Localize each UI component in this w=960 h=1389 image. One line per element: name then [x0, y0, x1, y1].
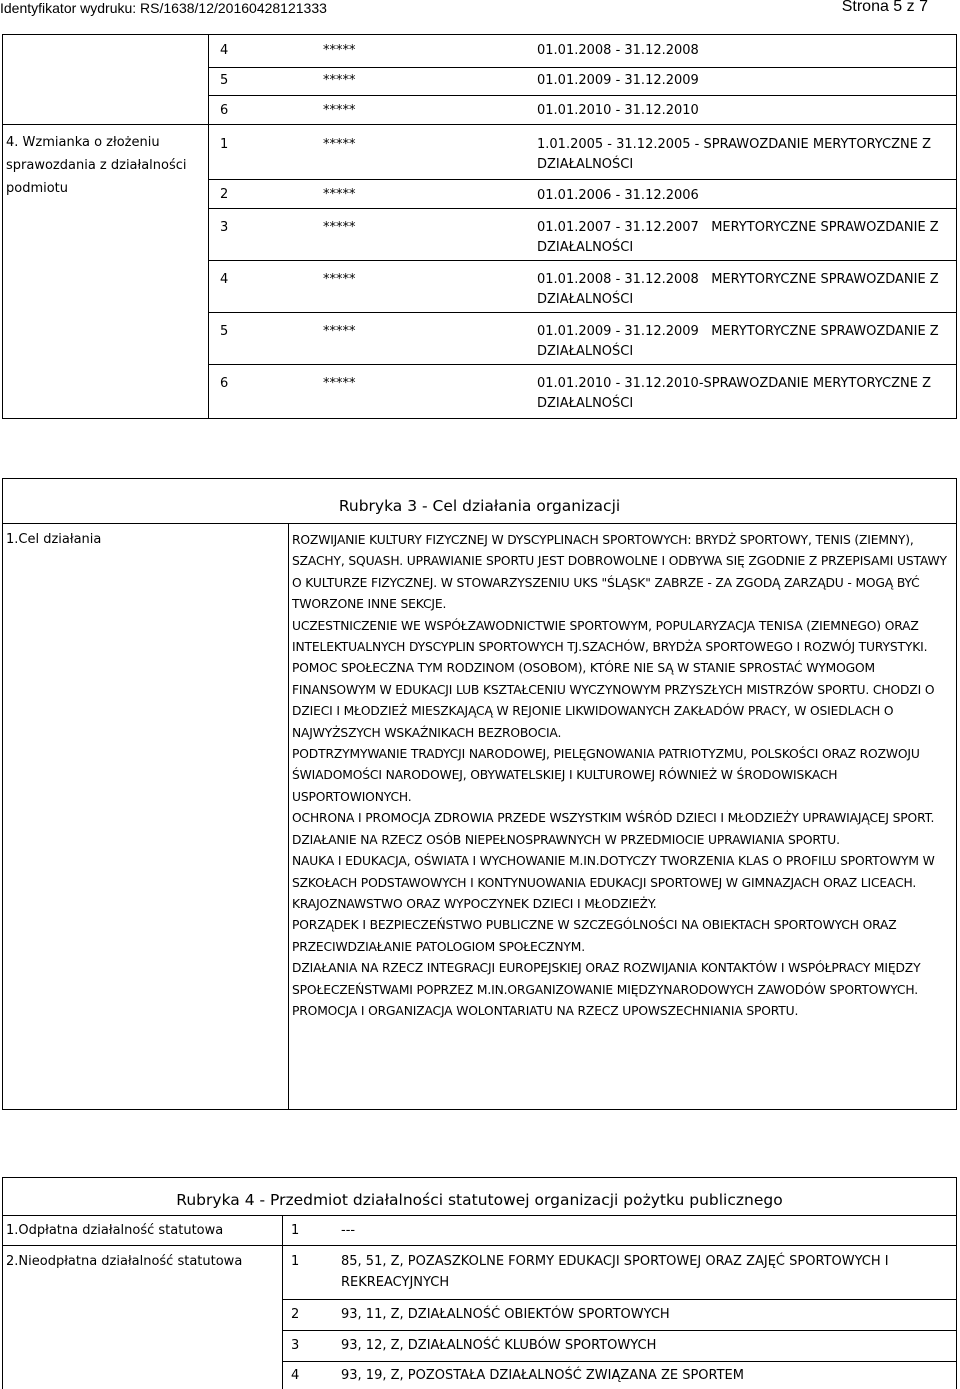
row-number: 3: [220, 220, 229, 235]
cel-paragraph: ROZWIJANIE KULTURY FIZYCZNEJ W DYSCYPLINACH SPORTOWYCH: BRYDŻ SPORTOWY, TENIS (ZIEMNY), SZACHY, SQUASH. UPRAWIANIE SPORTU JEST DOBROWOLNE I ODBYWA SIĘ ZGODNIE Z PRZEPISAMI USTAWY O KULTURZE FIZYCZNEJ. W STOWARZYSZENIU UKS "ŚLĄSK" ZABRZE - ZA ZGODĄ ZARZĄDU - MOGĄ BYĆ TWORZONE INNE SEKCJE.: [292, 533, 947, 612]
cel-text: [292, 530, 952, 1022]
row-number: 6: [220, 103, 229, 118]
row-divider: [208, 260, 957, 261]
row-description: 1.01.2005 - 31.12.2005 - SPRAWOZDANIE MERYTORYCZNE Z: [537, 137, 931, 152]
title-divider: [2, 523, 957, 524]
row-number: 2: [291, 1307, 300, 1322]
row-number: 1: [291, 1254, 300, 1269]
row-number: 5: [220, 73, 229, 88]
cel-paragraph: DZIAŁANIA NA RZECZ INTEGRACJI EUROPEJSKIEJ ORAZ ROZWIJANIA KONTAKTÓW I WSPÓŁPRACY MIĘDZY SPOŁECZEŃSTWAMI POPRZEZ M.IN.ORGANIZOWANIE MIĘDZYNARODOWYCH ZAWODÓW SPORTOWYCH.: [292, 961, 921, 997]
row-stars: *****: [323, 324, 356, 339]
row-divider: [208, 208, 957, 209]
pkd-description: 93, 12, Z, DZIAŁALNOŚĆ KLUBÓW SPORTOWYCH: [341, 1338, 657, 1353]
cel-paragraph: KRAJOZNAWSTWO ORAZ WYPOCZYNEK DZIECI I MŁODZIEŻY.: [292, 896, 657, 911]
row-description: DZIAŁALNOŚCI: [537, 157, 634, 172]
row-number: 1: [220, 137, 229, 152]
row-description: DZIAŁALNOŚCI: [537, 344, 634, 359]
rubryka4-title: Rubryka 4 - Przedmiot działalności statutowej organizacji pożytku publicznego: [176, 1191, 783, 1209]
row-description: 01.01.2008 - 31.12.2008 MERYTORYCZNE SPRAWOZDANIE Z: [537, 272, 939, 287]
unpaid-label: 2.Nieodpłatna działalność statutowa: [6, 1254, 243, 1269]
pkd-description: 85, 51, Z, POZASZKOLNE FORMY EDUKACJI SPORTOWEJ ORAZ ZAJĘĆ SPORTOWYCH I: [341, 1254, 889, 1269]
section-label: podmiotu: [6, 181, 69, 196]
section-label: 4. Wzmianka o złożeniu: [6, 135, 160, 150]
row-stars: *****: [323, 376, 356, 391]
paid-value: ---: [341, 1223, 356, 1238]
row-stars: *****: [323, 220, 356, 235]
cel-paragraph: PROMOCJA I ORGANIZACJA WOLONTARIATU NA RZECZ UPOWSZECHNIANIA SPORTU.: [292, 1003, 799, 1018]
cel-paragraph: PODTRZYMYWANIE TRADYCJI NARODOWEJ, PIELĘGNOWANIA PATRIOTYZMU, POLSKOŚCI ORAZ ROZWOJU ŚWIADOMOŚCI NARODOWEJ, OBYWATELSKIEJ I KULTUROWEJ RÓWNIEŻ W ŚRODOWISKACH USPORTOWIONYCH.: [292, 747, 920, 804]
row-divider: [282, 1299, 957, 1300]
pkd-description: REKREACYJNYCH: [341, 1275, 450, 1290]
cel-paragraph: UCZESTNICZENIE WE WSPÓŁZAWODNICTWIE SPORTOWYM, POPULARYZACJA TENISA (ZIEMNEGO) ORAZ INTELEKTUALNYCH DYSCYPLIN SPORTOWYCH TJ.SZACHÓW, BRYDŻA SPORTOWEGO I ROZWÓJ TURYSTYKI.: [292, 618, 928, 655]
row-number: 4: [291, 1368, 300, 1383]
row-period: 01.01.2008 - 31.12.2008: [537, 43, 699, 58]
row-description: DZIAŁALNOŚCI: [537, 240, 634, 255]
row-period: 01.01.2010 - 31.12.2010: [537, 103, 699, 118]
row-stars: *****: [323, 187, 356, 202]
row-number: 2: [220, 187, 229, 202]
cel-paragraph: POMOC SPOŁECZNA TYM RODZINOM (OSOBOM), KTÓRE NIE SĄ W STANIE SPROSTAĆ WYMOGOM FINANSOWYM W EDUKACJI LUB KSZTAŁCENIU WYCZYNOWYM PRZYSZŁYCH MISTRZÓW SPORTU. CHODZI O DZIECI I MŁODZIEŻ MIESZKAJĄCĄ W REJONIE LIKWIDOWANYCH ZAKŁADÓW PRACY, W OSIEDLACH O NAJWYŻSZYCH WSKAŹNIKACH BEZROBOCIA.: [292, 661, 935, 740]
title-divider: [2, 1215, 957, 1216]
row-number: 3: [291, 1338, 300, 1353]
row-number: 6: [220, 376, 229, 391]
row-divider: [2, 1245, 957, 1246]
paid-label: 1.Odpłatna działalność statutowa: [6, 1223, 224, 1238]
label-column-divider: [288, 523, 289, 1110]
row-divider: [208, 67, 957, 68]
cel-paragraph: NAUKA I EDUKACJA, OŚWIATA I WYCHOWANIE M.IN.DOTYCZY TWORZENIA KLAS O PROFILU SPORTOWYM W SZKOŁACH PODSTAWOWYCH I KONTYNUOWANIA EDUKACJI SPORTOWEJ W GIMNAZJACH ORAZ LICEACH.: [292, 854, 935, 890]
row-period: 01.01.2009 - 31.12.2009: [537, 73, 699, 88]
label-column-divider: [282, 1215, 283, 1389]
cel-paragraph: PORZĄDEK I BEZPIECZEŃSTWO PUBLICZNE W SZCZEGÓLNOŚCI NA OBIEKTACH SPORTOWYCH ORAZ PRZECIWDZIAŁANIE PATOLOGIOM SPOŁECZNYM.: [292, 918, 897, 954]
row-number: 4: [220, 272, 229, 287]
row-stars: *****: [323, 43, 356, 58]
row-divider: [208, 364, 957, 365]
row-stars: *****: [323, 73, 356, 88]
section-divider: [2, 124, 957, 125]
pkd-description: 93, 19, Z, POZOSTAŁA DZIAŁALNOŚĆ ZWIĄZANA ZE SPORTEM: [341, 1368, 744, 1383]
row-divider: [282, 1330, 957, 1331]
row-description: 01.01.2006 - 31.12.2006: [537, 188, 699, 203]
row-number: 5: [220, 324, 229, 339]
row-description: 01.01.2009 - 31.12.2009 MERYTORYCZNE SPRAWOZDANIE Z: [537, 324, 939, 339]
label-column-divider: [208, 34, 209, 419]
row-number: 1: [291, 1223, 300, 1238]
row-divider: [208, 312, 957, 313]
print-identifier: Identyfikator wydruku: RS/1638/12/20160428121333: [0, 0, 327, 16]
row-description: 01.01.2007 - 31.12.2007 MERYTORYCZNE SPRAWOZDANIE Z: [537, 220, 939, 235]
page-number: Strona 5 z 7: [841, 0, 928, 15]
row-description: DZIAŁALNOŚCI: [537, 292, 634, 307]
rubryka3-title: Rubryka 3 - Cel działania organizacji: [338, 497, 621, 515]
row-stars: *****: [323, 103, 356, 118]
cel-paragraph: OCHRONA I PROMOCJA ZDROWIA PRZEDE WSZYSTKIM WŚRÓD DZIECI I MŁODZIEŻY UPRAWIAJĄCEJ SPORT.: [292, 811, 935, 826]
pkd-description: 93, 11, Z, DZIAŁALNOŚĆ OBIEKTÓW SPORTOWYCH: [341, 1307, 670, 1322]
row-divider: [282, 1361, 957, 1362]
row-divider: [208, 179, 957, 180]
row-number: 4: [220, 43, 229, 58]
row-stars: *****: [323, 272, 356, 287]
row-divider: [208, 95, 957, 96]
section-label: sprawozdania z działalności: [6, 158, 187, 173]
row-description: 01.01.2010 - 31.12.2010-SPRAWOZDANIE MERYTORYCZNE Z: [537, 376, 931, 391]
cel-label: 1.Cel działania: [6, 532, 102, 547]
row-stars: *****: [323, 137, 356, 152]
row-description: DZIAŁALNOŚCI: [537, 396, 634, 411]
cel-paragraph: DZIAŁANIE NA RZECZ OSÓB NIEPEŁNOSPRAWNYCH W PRZEDMIOCIE UPRAWIANIA SPORTU.: [292, 832, 840, 847]
